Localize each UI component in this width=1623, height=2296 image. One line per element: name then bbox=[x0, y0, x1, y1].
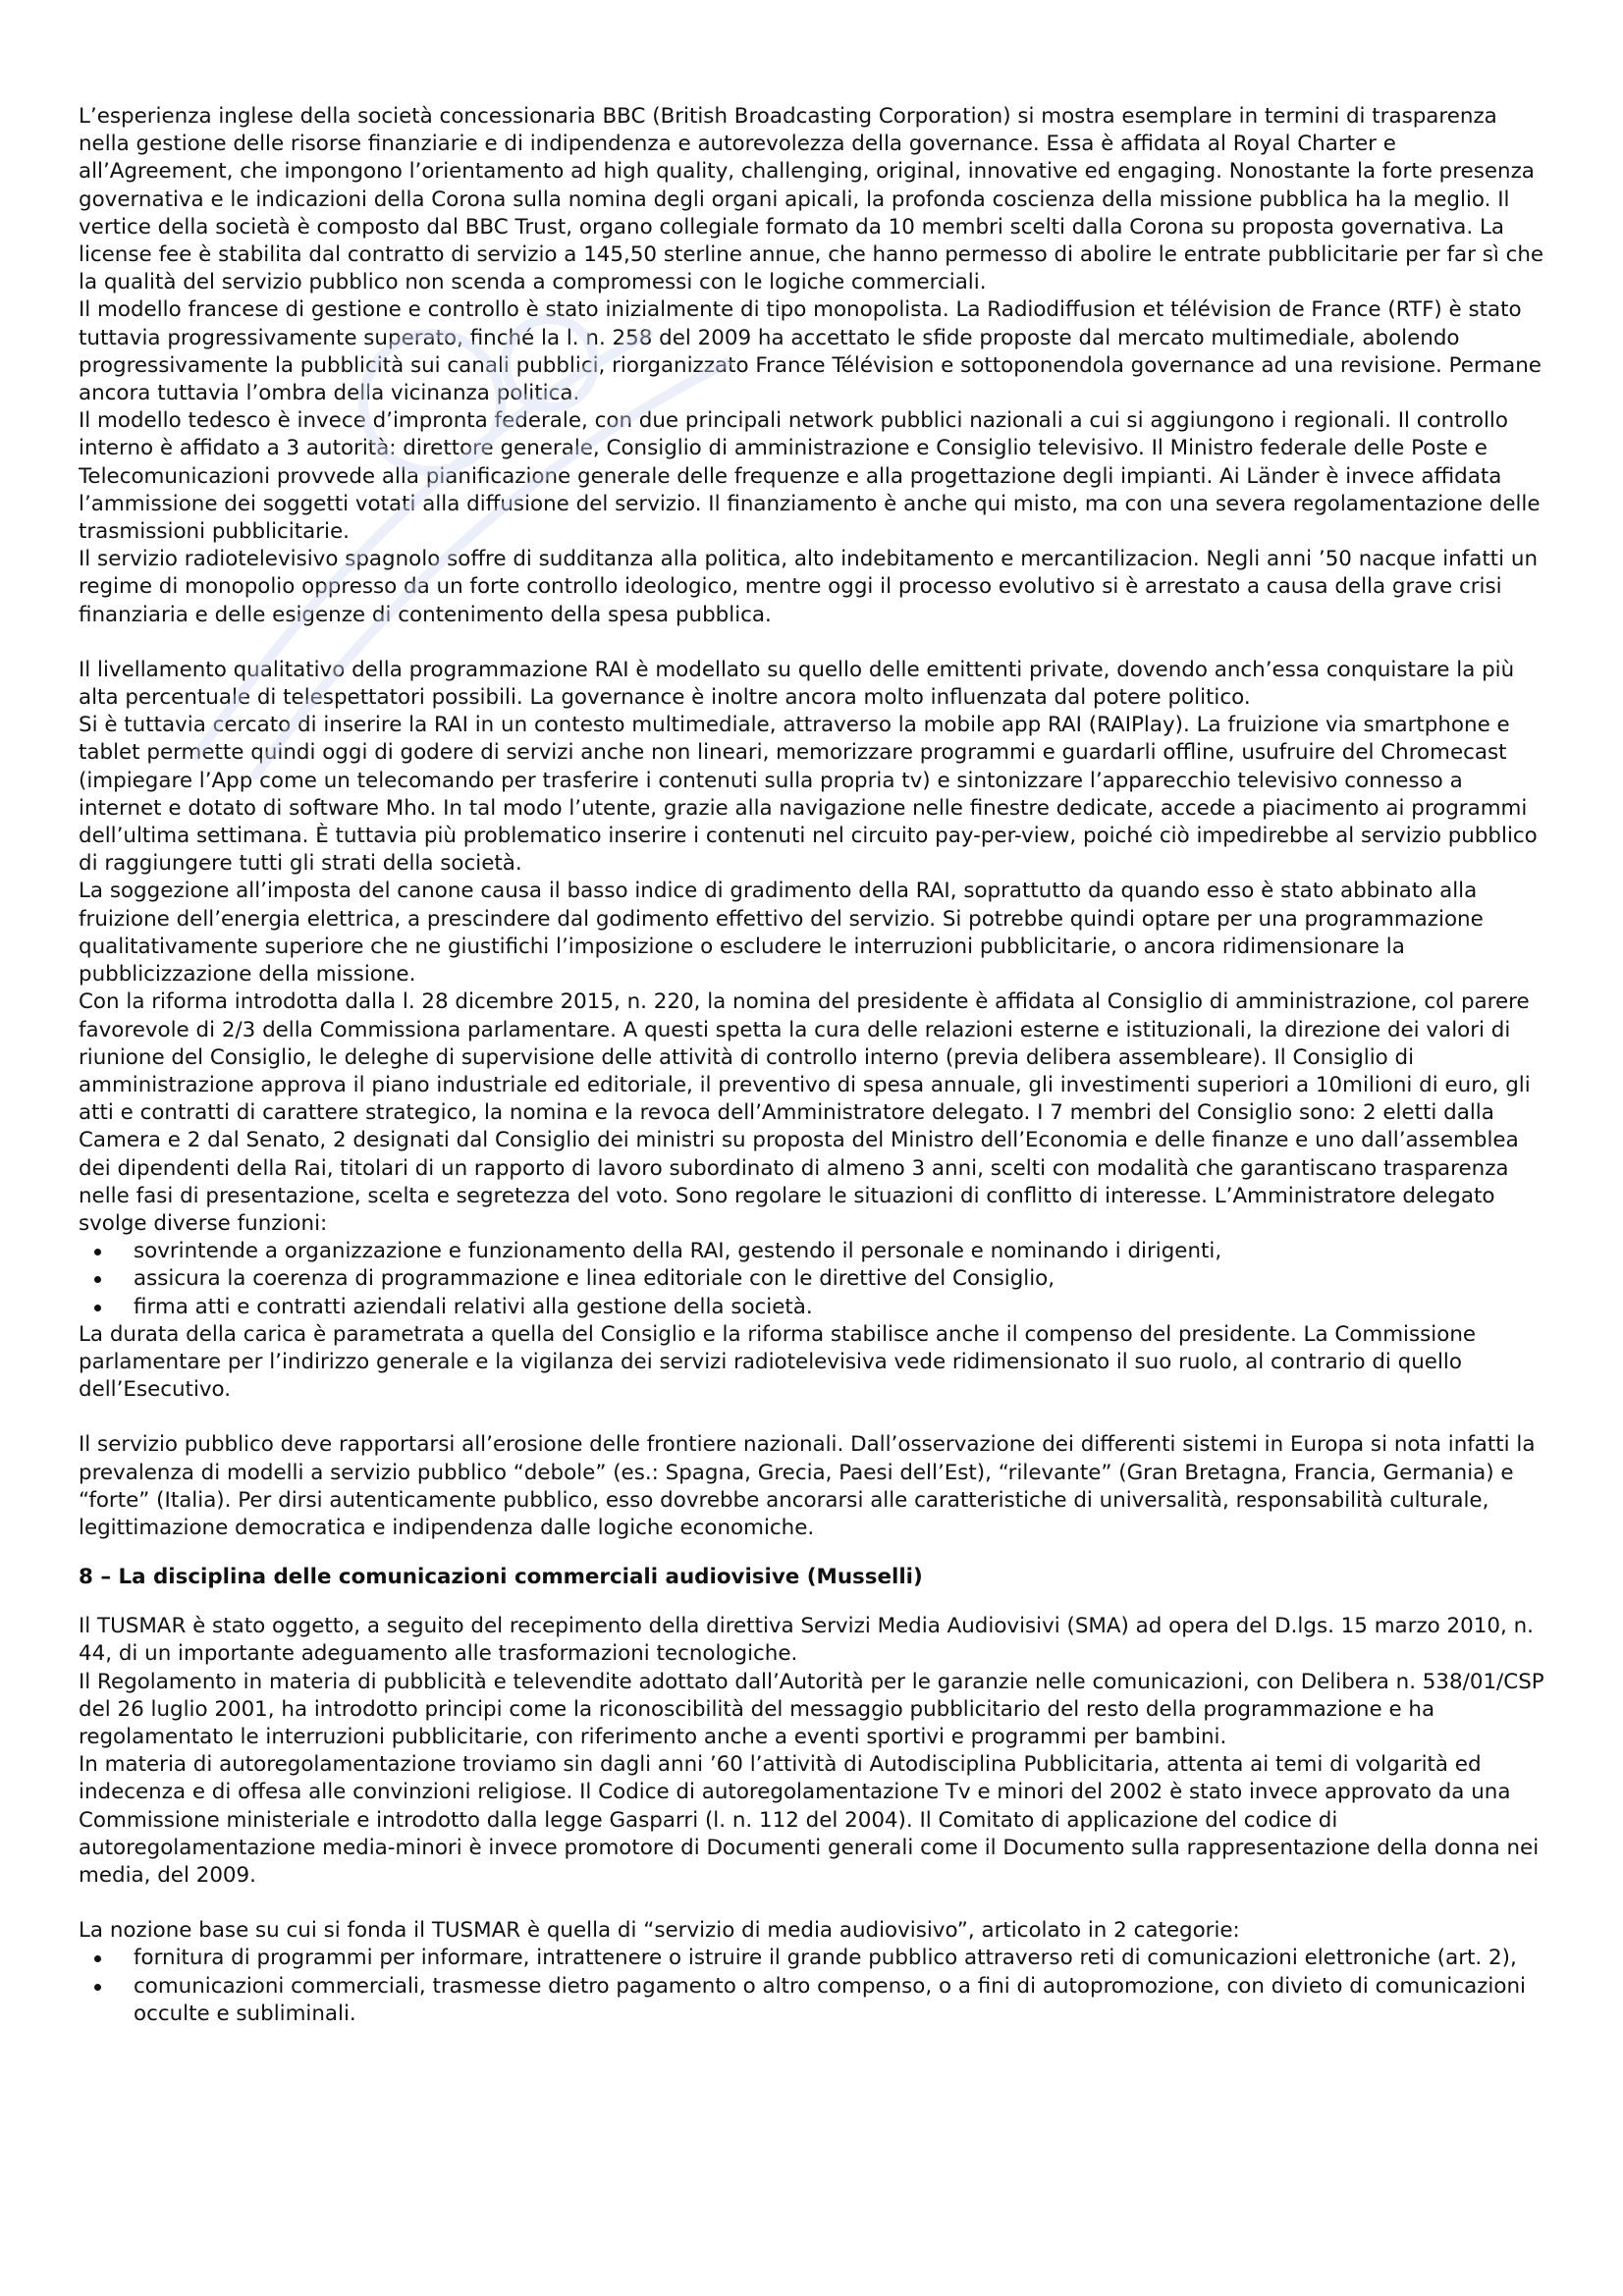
paragraph-rai-reform: Con la riforma introdotta dalla l. 28 dicembre 2015, n. 220, la nomina del presidente è affidata al Consiglio di amministrazione, col parere favorevole di 2/3 della Commissiona parlamentare. A questi spetta la cura delle relazioni esterne e istituzionali, la direzione dei valori di riunione del Consiglio, le deleghe di supervisione delle attività di controllo interno (previa delibera assembleare). Il Consiglio di amministrazione approva il piano industriale ed editoriale, il preventivo di spesa annuale, gli investimenti superiori a 10milioni di euro, gli atti e contratti di carattere strategico, la nomina e la revoca dell’Amministratore delegato. I 7 membri del Consiglio sono: 2 eletti dalla Camera e 2 dal Senato, 2 designati dal Consiglio dei ministri su proposta del Ministro dell’Economia e delle finanze e uno dall’assemblea dei dipendenti della Rai, titolari di un rapporto di lavoro subordinato di almeno 3 anni, scelti con modalità che garantiscano trasparenza nelle fasi di presentazione, scelta e segretezza del voto. Sono regolare le situazioni di conflitto di interesse. L’Amministratore delegato svolge diverse funzioni: bbox=[79, 989, 1531, 1236]
paragraph-gap bbox=[79, 1890, 1544, 1917]
paragraph-gap bbox=[79, 629, 1544, 657]
paragraph-gap bbox=[79, 1591, 1544, 1613]
paragraph-term: La durata della carica è parametrata a quella del Consiglio e la riforma stabilisce anche il compenso del presidente. La Commissione parlamentare per l’indirizzo generale e la vigilanza dei servizi radiotelevisiva vede ridimensionato il suo ruolo, al contrario di quello dell’Esecutivo. bbox=[79, 1321, 1477, 1403]
list-item: sovrintende a organizzazione e funzionamento della RAI, gestendo il personale e nominando i dirigenti, bbox=[134, 1238, 1544, 1265]
paragraph-tusmar: Il TUSMAR è stato oggetto, a seguito del recepimento della direttiva Servizi Media Audiovisivi (SMA) ad opera del D.lgs. 15 marzo 2010, n. 44, di un importante adeguamento alle trasformazioni tecnologiche. bbox=[79, 1614, 1534, 1667]
bullet-list-ad-functions bbox=[79, 1238, 1544, 1321]
list-item: fornitura di programmi per informare, intrattenere o istruire il grande pubblico attraverso reti di comunicazioni elettroniche (art. 2), bbox=[134, 1945, 1544, 1972]
bullet-list-categories bbox=[79, 1945, 1544, 2028]
paragraph-france: Il modello francese di gestione e controllo è stato inizialmente di tipo monopolista. La Radiodiffusion et télévision de France (RTF) è stato tuttavia progressivamente superato, finché la l. n. 258 del 2009 ha accettato le sfide proposte dal mercato multimediale, abolendo progressivamente la pubblicità sui canali pubblici, riorganizzato France Télévision e sottoponendola governance ad una revisione. Permane ancora tuttavia l’ombra della vicinanza politica. bbox=[79, 297, 1542, 406]
paragraph-public-service: Il servizio pubblico deve rapportarsi all’erosione delle frontiere nazionali. Dall’osservazione dei differenti sistemi in Europa si nota infatti la prevalenza di modelli a servizio pubblico “debole” (es.: Spagna, Grecia, Paesi dell’Est), “rilevante” (Gran Bretagna, Francia, Germania) e “forte” (Italia). Per dirsi autenticamente pubblico, esso dovrebbe ancorarsi alle caratteristiche di universalità, responsabilità culturale, legittimazione democratica e indipendenza dalle logiche economiche. bbox=[79, 1432, 1536, 1540]
list-item: assicura la coerenza di programmazione e linea editoriale con le direttive del Consiglio, bbox=[134, 1265, 1544, 1293]
paragraph-gap bbox=[79, 1404, 1544, 1431]
tusmar-paragraphs bbox=[79, 1613, 1544, 1890]
paragraph-gap bbox=[79, 1542, 1544, 1564]
intro-paragraphs bbox=[79, 103, 1544, 629]
paragraph-bbc: L’esperienza inglese della società concessionaria BBC (British Broadcasting Corporation) si mostra esemplare in termini di trasparenza nella gestione delle risorse finanziarie e di indipendenza e autorevolezza della governance. Essa è affidata al Royal Charter e all’Agreement, che impongono l’orientamento ad high quality, challenging, original, innovative ed engaging. Nonostante la forte presenza governativa e le indicazioni della Corona sulla nomina degli organi apicali, la profonda coscienza della missione pubblica ha la meglio. Il vertice della società è composto dal BBC Trust, organo collegiale formato da 10 membri scelti dalla Corona su proposta governativa. La license fee è stabilita dal contratto di servizio a 145,50 sterline annue, che hanno permesso di abolire le entrate pubblicitarie per far sì che la qualità del servizio pubblico non scenda a compromessi con le logiche commerciali. bbox=[79, 104, 1544, 295]
paragraph-rai-multimedia: Si è tuttavia cercato di inserire la RAI in un contesto multimediale, attraverso la mobile app RAI (RAIPlay). La fruizione via smartphone e tablet permette quindi oggi di godere di servizi anche non lineari, memorizzare programmi e guardarli offline, usufruire del Chromecast (impiegare l’App come un telecomando per trasferire i contenuti sulla propria tv) e sintonizzare l’apparecchio televisivo connesso a internet e dotato di software Mho. In tal modo l’utente, grazie alla navigazione nelle finestre dedicate, accede a piacimento ai programmi dell’ultima settimana. È tuttavia più problematico inserire i contenuti nel circuito pay-per-view, poiché ciò impedirebbe al servizio pubblico di raggiungere tutti gli strati della società. bbox=[79, 713, 1538, 877]
paragraph-regolamento: Il Regolamento in materia di pubblicità e televendite adottato dall’Autorità per le garanzie nelle comunicazioni, con Delibera n. 538/01/CSP del 26 luglio 2001, ha introdotto principi come la riconoscibilità del messaggio pubblicitario del resto della programmazione e ha regolamentato le interruzioni pubblicitarie, con riferimento anche a eventi sportivi e programmi per bambini. bbox=[79, 1669, 1544, 1749]
paragraph-nozione: La nozione base su cui si fonda il TUSMAR è quella di “servizio di media audiovisivo”, articolato in 2 categorie: bbox=[79, 1918, 1240, 1944]
paragraph-rai-quality: Il livellamento qualitativo della programmazione RAI è modellato su quello delle emittenti private, dovendo anch’essa conquistare la più alta percentuale di telespettatori possibili. La governance è inoltre ancora molto influenzata dal potere politico. bbox=[79, 657, 1515, 711]
list-item: comunicazioni commerciali, trasmesse dietro pagamento o altro compenso, o a fini di autopromozione, con divieto di comunicazioni occulte e subliminali. bbox=[134, 1973, 1544, 2028]
list-item: firma atti e contratti aziendali relativi alla gestione della società. bbox=[134, 1294, 1544, 1321]
rai-paragraphs bbox=[79, 657, 1544, 1238]
paragraph-rai-canone: La soggezione all’imposta del canone causa il basso indice di gradimento della RAI, soprattutto da quando esso è stato abbinato alla fruizione dell’energia elettrica, a prescindere dal godimento effettivo del servizio. Si potrebbe quindi optare per una programmazione qualitativamente superiore che ne giustifichi l’imposizione o escludere le interruzioni pubblicitarie, o ancora ridimensionare la pubblicizzazione della missione. bbox=[79, 879, 1484, 988]
section-heading: 8 – La disciplina delle comunicazioni commerciali audiovisive (Musselli) bbox=[79, 1565, 923, 1590]
paragraph-autoregolamentazione: In materia di autoregolamentazione troviamo sin dagli anni ’60 l’attività di Autodisciplina Pubblicitaria, attenta ai temi di volgarità ed indecenza e di offesa alle convinzioni religiose. Il Codice di autoregolamentazione Tv e minori del 2002 è stato invece approvato da una Commissione ministeriale e introdotto dalla legge Gasparri (l. n. 112 del 2004). Il Comitato di applicazione del codice di autoregolamentazione media-minori è invece promotore di Documenti generali come il Documento sulla rappresentazione della donna nei media, del 2009. bbox=[79, 1752, 1540, 1888]
paragraph-germany: Il modello tedesco è invece d’impronta federale, con due principali network pubblici nazionali a cui si aggiungono i regionali. Il controllo interno è affidato a 3 autorità: direttore generale, Consiglio di amministrazione e Consiglio televisivo. Il Ministro federale delle Poste e Telecomunicazioni provvede alla pianificazione generale delle frequenze e alla progettazione degli impianti. Ai Länder è invece affidata l’ammissione dei soggetti votati alla diffusione del servizio. Il finanziamento è anche qui misto, ma con una severa regolamentazione delle trasmissioni pubblicitarie. bbox=[79, 408, 1541, 545]
paragraph-spain: Il servizio radiotelevisivo spagnolo soffre di sudditanza alla politica, alto indebitamento e mercantilizacion. Negli anni ’50 nacque infatti un regime di monopolio oppresso da un forte controllo ideologico, mentre oggi il processo evolutivo si è arrestato a causa della grave crisi finanziaria e delle esigenze di contenimento della spesa pubblica. bbox=[79, 547, 1539, 627]
